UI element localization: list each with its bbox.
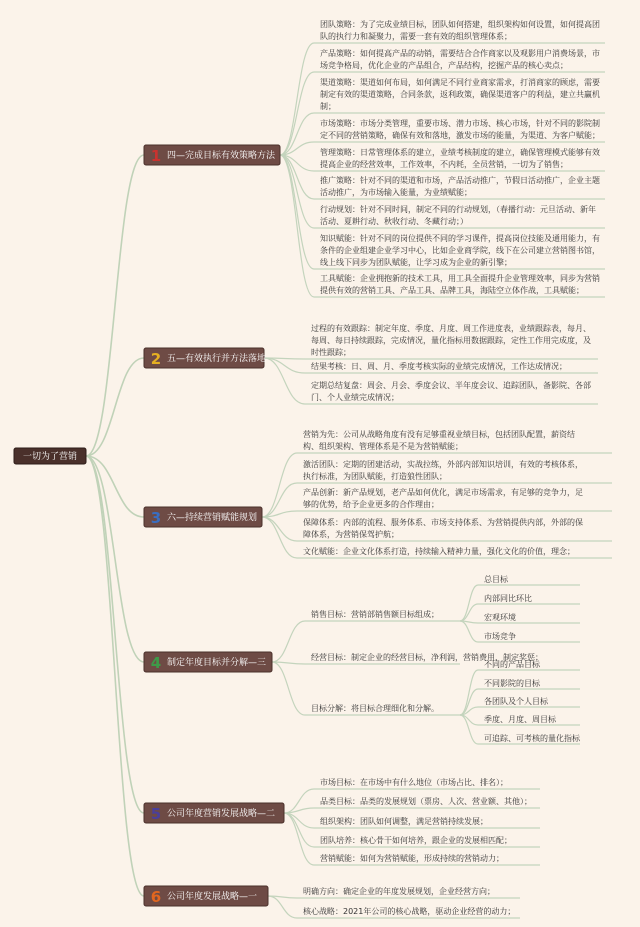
leaf-line: 产品策略：如何提高产品的动销，需要结合合作商家以及观影用户消费场景，市 <box>320 49 600 58</box>
leaf-text <box>311 361 567 372</box>
leaf-line: 激活团队：定期的团建活动，实战拉练，外部内部知识培训，有效的考核体系， <box>303 460 583 469</box>
root-label: 一切为了营销 <box>22 452 78 462</box>
leaf-line: 渠道策略：渠道如何布局，如何满足不同行业商家需求，打消商家的顾虑，需要 <box>320 78 600 87</box>
leaf-line: 经营目标：制定企业的经营目标，净利润，营销费用，制定奖惩； <box>311 653 543 662</box>
leaf-line: 时性跟踪； <box>311 348 351 357</box>
leaf-line: 执行标准，为团队赋能，打造狼性团队； <box>303 472 447 481</box>
leaf-line: 定不同的营销策略，确保有效和落地，激发市场的能量，为渠道、为客户赋能； <box>320 131 600 140</box>
connector-line <box>460 604 478 621</box>
leaf-line: 组织架构：团队如何调整，满足营销持续发展； <box>320 817 488 826</box>
leaf-text <box>311 380 591 402</box>
connector-line <box>86 358 144 456</box>
leaf-text <box>320 19 600 42</box>
leaf-line: 推广策略：针对不同的渠道和市场，产品活动推广，节假日活动推广，企业主题 <box>320 176 600 185</box>
leaf-line: 条件的企业组建企业学习中心，比如企业商学院，线下在公司建立营销图书馆， <box>320 246 600 255</box>
leaf-line: 市场目标：在市场中有什么地位（市场占比、排名）； <box>320 778 508 787</box>
leaf-text <box>303 906 515 917</box>
sub-leaf: 季度、月度、周目标 <box>484 715 556 724</box>
leaf-text <box>311 609 439 619</box>
branch-number: 1 <box>150 147 162 165</box>
leaf-line: 够的优势，给予企业更多的合作理由； <box>303 500 439 509</box>
leaf-line: 管理策略：日常管理体系的建立，业绩考核制度的建立，确保管理模式能够有效 <box>320 148 600 157</box>
leaf-text <box>320 48 600 71</box>
leaf-text <box>320 77 600 111</box>
leaf-text <box>320 147 600 170</box>
sub-leaf: 不同影院的目标 <box>484 679 540 688</box>
leaf-line: 营销为先：公司从战略角度有没有足够重视业绩目标，包括团队配置，薪资结 <box>303 430 575 439</box>
leaf-line: 制定有效的渠道策略，合同条款，返利政策，确保渠道客户的利益，建立共赢机 <box>320 90 600 99</box>
branch-4 <box>144 652 272 672</box>
leaf-line: 过程的有效跟踪：制定年度、季度、月度、周工作进度表，业绩跟踪表，每月、 <box>311 324 591 333</box>
connector-line <box>272 662 305 715</box>
leaf-text <box>320 777 508 787</box>
leaf-text <box>311 703 439 713</box>
leaf-line: 保障体系：内部的流程、服务体系、市场支持体系、为营销提供内部，外部的保 <box>303 518 583 527</box>
leaf-line: 门、个人业绩完成情况； <box>311 393 399 402</box>
leaf-line: 场竞争格局，优化企业的产品组合，产品结构，挖掘产品的核心卖点； <box>320 61 568 70</box>
connector-line <box>460 585 478 621</box>
leaf-text <box>303 886 495 897</box>
branch-6 <box>144 886 268 906</box>
leaf-line: 市场策略：市场分类管理，重要市场、潜力市场、核心市场，针对不同的影院制 <box>320 119 600 128</box>
leaf-line: 结果考核：日、周、月、季度考核实际的业绩完成情况，工作达成情况； <box>311 362 567 371</box>
leaf-line: 产品创新：新产品规划，老产品如何优化，满足市场需求，有足够的竞争力，足 <box>303 488 583 497</box>
leaf-line: 目标分解：将目标合理细化和分解。 <box>311 704 439 713</box>
leaf-line: 团队培养：核心骨干如何培养，跟企业的发展相匹配； <box>320 836 512 845</box>
connector-line <box>86 456 144 896</box>
connector-line <box>272 621 305 662</box>
sub-leaf: 可追踪、可考核的量化指标 <box>484 734 580 743</box>
leaf-text <box>320 816 488 827</box>
sub-leaf: 宏观环境 <box>484 613 516 622</box>
branch-label: 五—有效执行并方法落地 <box>167 354 267 364</box>
connector-line <box>284 813 314 847</box>
connector-line <box>284 789 314 813</box>
connector-line <box>262 453 297 517</box>
branch-label: 公司年度营销发展战略—二 <box>167 809 276 819</box>
connector-line <box>262 483 297 517</box>
leaf-line: 活动推广，为市场输入能量，为业绩赋能； <box>320 188 472 197</box>
leaf-line: 制； <box>320 102 336 111</box>
branch-5 <box>144 803 284 823</box>
connector-line <box>262 517 297 558</box>
leaf-line: 品类目标：品类的发展规划（票房、人次、营业额、其他）； <box>320 797 532 806</box>
leaf-line: 障体系，为营销保驾护航； <box>303 530 399 539</box>
leaf-line: 团队策略：为了完成业绩目标，团队如何搭建，组织架构如何设置，如何提高团 <box>320 20 600 29</box>
leaf-text <box>320 796 532 806</box>
branch-1 <box>144 145 280 165</box>
leaf-text <box>311 323 591 357</box>
connector-line <box>284 808 314 813</box>
leaf-text <box>320 835 512 846</box>
sub-leaf: 市场竞争 <box>484 632 516 641</box>
sub-leaf: 总目标 <box>484 575 508 584</box>
leaf-line: 队的执行力和凝聚力，需要一套有效的组织管理体系； <box>320 32 512 41</box>
node-layer <box>14 19 600 917</box>
leaf-text <box>303 429 575 451</box>
connector-line <box>280 155 314 269</box>
branch-3 <box>144 507 262 527</box>
branch-number: 5 <box>150 805 162 823</box>
leaf-text <box>320 233 600 268</box>
branch-number: 2 <box>150 350 162 368</box>
sub-leaf: 不同的产品目标 <box>484 660 540 669</box>
leaf-line: 核心战略：2021年公司的核心战略，驱动企业经营的动力； <box>303 907 516 916</box>
connector-line <box>280 155 314 228</box>
branch-number: 6 <box>150 888 162 906</box>
leaf-text <box>320 118 600 141</box>
connector-line <box>268 896 297 918</box>
connector-line <box>280 43 314 155</box>
branch-number: 4 <box>150 654 162 672</box>
leaf-text <box>320 175 600 198</box>
leaf-line: 线上线下同步为团队赋能，让学习成为企业的新引擎； <box>320 258 512 267</box>
branch-label: 六—持续营销赋能规划 <box>167 513 258 523</box>
leaf-line: 提供有效的营销工具、产品工具、品牌工具，海陆空立体作战，工具赋能； <box>320 286 584 295</box>
leaf-line: 销售目标：营销部销售额目标组成； <box>311 610 439 619</box>
branch-label: 四—完成目标有效策略方法 <box>167 151 276 161</box>
branch-number: 3 <box>150 509 162 527</box>
connector-line <box>86 155 144 456</box>
leaf-text <box>320 853 504 864</box>
leaf-line: 定期总结复盘：周会、月会、季度会议、半年度会议、追踪团队，备影院、各部 <box>311 381 591 390</box>
branch-2 <box>144 348 266 368</box>
connector-line <box>86 456 144 813</box>
branch-label: 公司年度发展战略—一 <box>167 892 258 902</box>
leaf-line: 工具赋能：企业拥抱新的技术工具，用工具全面提升企业管理效率，同步为营销 <box>320 274 600 283</box>
leaf-text <box>303 487 583 510</box>
connector-line <box>460 621 478 642</box>
leaf-line: 明确方向：确定企业的年度发展规划，企业经营方向； <box>303 887 495 896</box>
leaf-text <box>303 517 583 540</box>
leaf-text <box>320 204 596 226</box>
leaf-text <box>320 273 600 296</box>
leaf-line: 构、组织架构、管理体系是不是为营销赋能； <box>303 442 463 451</box>
leaf-line: 行动规划：针对不同时间，制定不同的行动规划，（春播行动：元旦活动、新年 <box>320 205 596 214</box>
connector-line <box>460 670 478 715</box>
sub-leaf: 各团队及个人目标 <box>484 697 548 706</box>
sub-leaf: 内部同比环比 <box>484 594 532 603</box>
leaf-line: 每周、每日持续跟踪，完成情况，量化指标用数据跟踪，定性工作用完成度，及 <box>311 336 591 345</box>
connector-line <box>86 456 144 517</box>
leaf-line: 文化赋能：企业文化体系打造，持续输入精神力量，强化文化的价值，理念； <box>303 547 575 556</box>
leaf-text <box>303 546 575 557</box>
leaf-line: 知识赋能：针对不同的岗位提供不同的学习课件，提高岗位技能及通用能力，有 <box>320 234 600 243</box>
leaf-line: 活动、夏耕行动、秋收行动、冬藏行动；） <box>320 217 468 226</box>
leaf-text <box>303 459 583 482</box>
branch-label: 制定年度目标并分解—三 <box>167 658 267 668</box>
leaf-line: 营销赋能：如何为营销赋能，形成持续的营销动力； <box>320 854 504 863</box>
leaf-line: 提高企业的经营效率，工作效率，不内耗，全员营销，一切为了销售； <box>320 160 568 169</box>
